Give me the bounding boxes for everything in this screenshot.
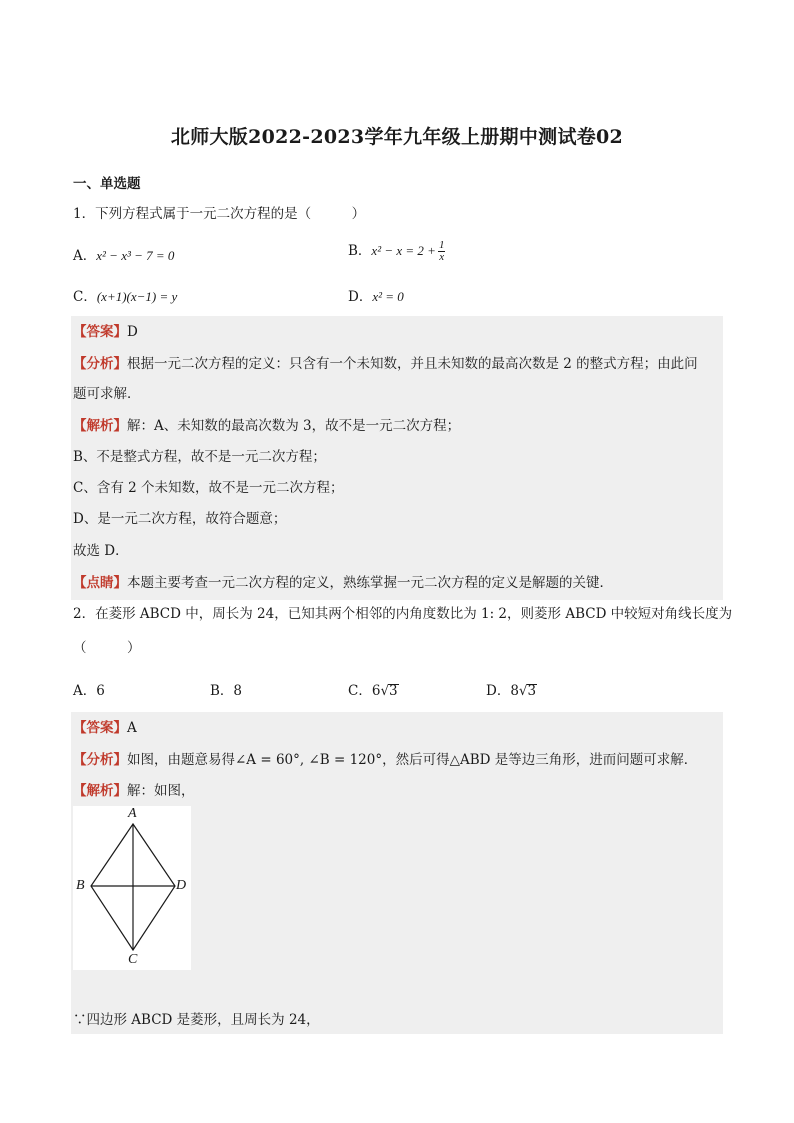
question-2-stem-line-2: （ ） — [73, 640, 141, 656]
q1-answer: 【答案】D — [73, 324, 138, 340]
q2-solution-line-2: ∵四边形 ABCD 是菱形，且周长为 24， — [73, 1012, 320, 1028]
q2-choice-b[interactable]: B．8 — [210, 683, 243, 699]
q1-solution-line-5: 故选 D． — [73, 543, 129, 559]
vertex-label-d: D — [176, 878, 187, 893]
q1-choice-c[interactable]: C．(x+1)(x−1) = y — [73, 289, 178, 305]
q1-choice-b[interactable]: B．x² − x = 2 + $\frac{1}{x}$ — [348, 239, 445, 263]
rhombus-diagram — [73, 806, 191, 970]
sqrt-sign: √ — [380, 683, 390, 699]
q2-answer: 【答案】A — [73, 720, 137, 736]
q1-choice-d[interactable]: D．x² = 0 — [348, 289, 404, 305]
q2-analysis: 【分析】如图，由题意易得∠A = 60°, ∠B = 120°，然后可得△ABD 是等边三角形，进而问题可求解． — [73, 752, 698, 768]
q2-choice-a[interactable]: A．6 — [73, 683, 105, 699]
q1-analysis-line-1: 【分析】根据一元二次方程的定义：只含有一个未知数，并且未知数的最高次数是 2 的整式方程；由此问 — [73, 356, 698, 372]
sqrt-sign: √ — [518, 683, 528, 699]
q1-solution-line-4: D、是一元二次方程，故符合题意； — [73, 511, 287, 527]
q1-analysis-line-2: 题可求解． — [73, 386, 141, 402]
q2-solution-line-1: 【解析】解：如图， — [73, 783, 195, 799]
question-1-stem: 1．下列方程式属于一元二次方程的是（ ） — [73, 206, 366, 222]
section-heading: 一、单选题 — [73, 176, 141, 192]
vertex-label-c: C — [128, 952, 138, 967]
fraction: $\frac{1}{x}$ — [438, 239, 445, 263]
q1-comment: 【点睛】本题主要考查一元二次方程的定义，熟练掌握一元二次方程的定义是解题的关键． — [73, 575, 613, 591]
q1-choice-a[interactable]: A．x² − x³ − 7 = 0 — [73, 248, 175, 264]
vertex-label-b: B — [76, 878, 85, 893]
q1-solution-line-3: C、含有 2 个未知数，故不是一元二次方程； — [73, 480, 344, 496]
q2-choice-d[interactable]: D．8√3 — [486, 683, 537, 699]
page-title: 北师大版2022-2023学年九年级上册期中测试卷02 — [170, 126, 624, 148]
q1-solution-line-2: B、不是整式方程，故不是一元二次方程； — [73, 449, 326, 465]
q2-choice-c[interactable]: C．6√3 — [348, 683, 398, 699]
vertex-label-a: A — [128, 806, 137, 821]
q1-solution-line-1: 【解析】解：A、未知数的最高次数为 3，故不是一元二次方程； — [73, 418, 461, 434]
question-2-stem-line-1: 2．在菱形 ABCD 中，周长为 24，已知其两个相邻的内角度数比为 1: 2，则菱形 ABCD 中较短对角线长度为 — [73, 606, 733, 622]
rhombus-figure — [73, 806, 191, 970]
